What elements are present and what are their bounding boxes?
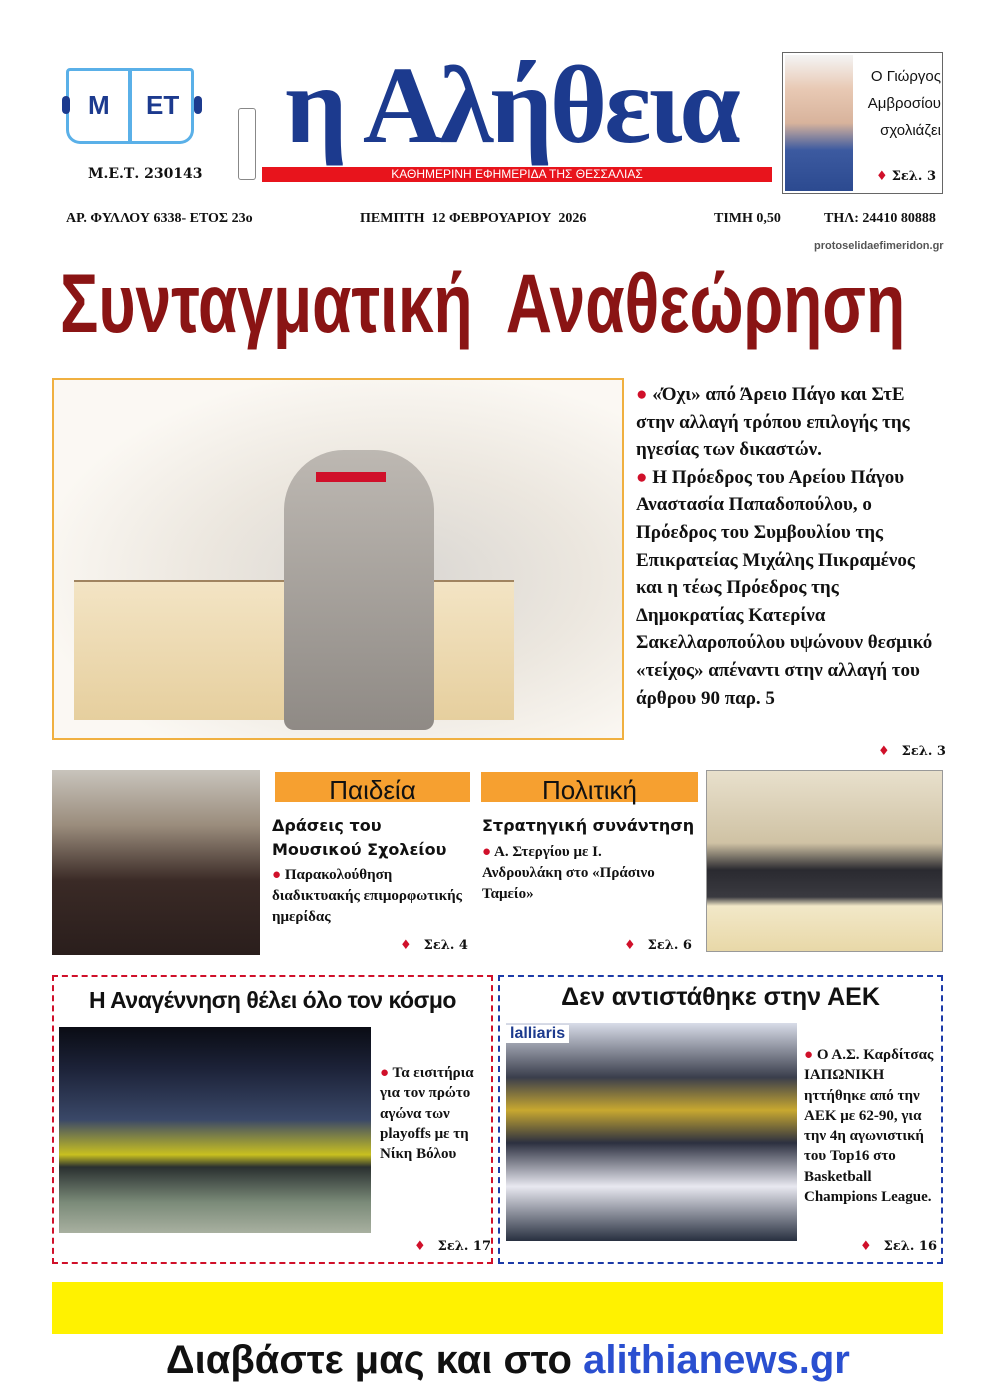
columnist-photo	[785, 55, 853, 191]
columnist-box[interactable]	[782, 52, 943, 194]
masthead-subtitle: ΚΑΘΗΜΕΡΙΝΗ ΕΦΗΜΕΡΙΔΑ ΤΗΣ ΘΕΣΣΑΛΙΑΣ	[262, 167, 772, 182]
page-ref[interactable]: Σελ. 16	[883, 1239, 938, 1254]
issue-number: ΑΡ. ΦΥΛΛΟΥ 6338- ΕΤΟΣ 23ο	[66, 211, 253, 226]
page-ref[interactable]: Σελ. 6	[647, 938, 692, 953]
sport1-title[interactable]: Η Αναγέννηση θέλει όλο τον κόσμο	[89, 987, 456, 1013]
lead-bullet: ● Η Πρόεδρος του Αρείου Πάγου Αναστασία Παπαδοπούλου, ο Πρόεδρος του Συμβουλίου της Επικρατείας Μιχάλης Πικραμένος και η τέως Πρόεδρος της Δημοκρατίας Κατερίνα Σακελλαροπούλου υψώνουν θεσμικό «τείχος» απέναντι στην αλλαγή του άρθρου 90 παρ. 5	[636, 466, 933, 709]
website-link[interactable]: alithianews.gr	[583, 1338, 850, 1382]
politics-bullet: Α. Στεργίου με Ι. Ανδρουλάκη στο «Πράσινο Ταμείο»	[482, 844, 655, 902]
met-letter: Μ	[88, 90, 110, 120]
sport-story-aek: Δεν αντιστάθηκε στην ΑΕΚ lalliaris ● Ο Α.Σ. Καρδίτσας ΙΑΠΩΝΙΚΗ ηττήθηκε από την ΑΕΚ με 62-90, για την 4η αγωνιστική του Top16 στο Basketball Champions League. ♦ Σελ. 16	[498, 975, 943, 1264]
education-title[interactable]: Δράσεις του Μουσικού Σχολείου	[272, 816, 447, 859]
banner-text: Διαβάστε μας και στο	[165, 1338, 584, 1382]
main-headline: Συνταγματική Αναθεώρηση	[60, 256, 906, 351]
met-logo	[62, 66, 202, 148]
education-section-label: Παιδεία	[275, 772, 470, 802]
diamond-icon: ♦	[400, 938, 412, 953]
lead-bullet: ● «Όχι» από Άρειο Πάγο και ΣτΕ στην αλλαγή τρόπου επιλογής της ηγεσίας των δικαστών.	[636, 384, 910, 461]
sport2-title[interactable]: Δεν αντιστάθηκε στην ΑΕΚ	[561, 983, 880, 1011]
sport1-bullet: Τα εισιτήρια για τον πρώτο αγώνα των playoffs με τη Νίκη Βόλου	[380, 1065, 474, 1163]
diamond-icon: ♦	[878, 744, 890, 759]
politics-section-label: Πολιτική	[481, 772, 698, 802]
page-ref: Σελ. 3	[891, 169, 936, 184]
sport2-bullet: Ο Α.Σ. Καρδίτσας ΙΑΠΩΝΙΚΗ ηττήθηκε από την ΑΕΚ με 62-90, για την 4η αγωνιστική του Top16 στο Basketball Champions League.	[804, 1047, 934, 1206]
meeting-photo	[706, 770, 943, 952]
page-ref[interactable]: Σελ. 4	[423, 938, 468, 953]
masthead-title: η Αλήθεια	[285, 44, 738, 166]
page-ref[interactable]: Σελ. 3	[901, 744, 946, 759]
phone: ΤΗΛ: 24410 80888	[824, 211, 936, 226]
diamond-icon: ♦	[860, 1239, 872, 1254]
photo-sponsor-sign: lalliaris	[506, 1025, 569, 1043]
met-letter: ΕΤ	[146, 90, 180, 120]
education-bullet: Παρακολούθηση διαδικτυακής επιμορφωτικής ημερίδας	[272, 867, 462, 925]
columnist-line: Ο Γιώργος	[870, 68, 941, 85]
columnist-line: σχολιάζει	[880, 122, 941, 139]
diamond-icon: ♦	[624, 938, 636, 953]
diamond-icon: ♦	[876, 169, 888, 184]
met-code: Μ.Ε.Τ. 230143	[88, 166, 203, 182]
basketball-photo	[506, 1023, 797, 1241]
diamond-icon: ♦	[414, 1239, 426, 1254]
lead-text	[636, 381, 942, 712]
website-banner[interactable]	[52, 1282, 943, 1382]
music-school-photo	[52, 770, 260, 955]
source-watermark: protoselidaefimeridon.gr	[814, 240, 944, 252]
seal-icon	[238, 108, 256, 180]
issue-date: ΠΕΜΠΤΗ 12 ΦΕΒΡΟΥΑΡΙΟΥ 2026	[360, 211, 587, 226]
page-ref[interactable]: Σελ. 17	[437, 1239, 492, 1254]
lady-justice-illustration	[52, 378, 624, 740]
stadium-photo	[59, 1027, 371, 1233]
sport-story-anagennisi: Η Αναγέννηση θέλει όλο τον κόσμο ● Τα εισιτήρια για τον πρώτο αγώνα των playoffs με τη Νίκη Βόλου ♦ Σελ. 17	[52, 975, 493, 1264]
politics-title[interactable]: Στρατηγική συνάντηση	[482, 816, 695, 835]
columnist-line: Αμβροσίου	[867, 95, 941, 112]
price: ΤΙΜΗ 0,50	[714, 211, 781, 226]
